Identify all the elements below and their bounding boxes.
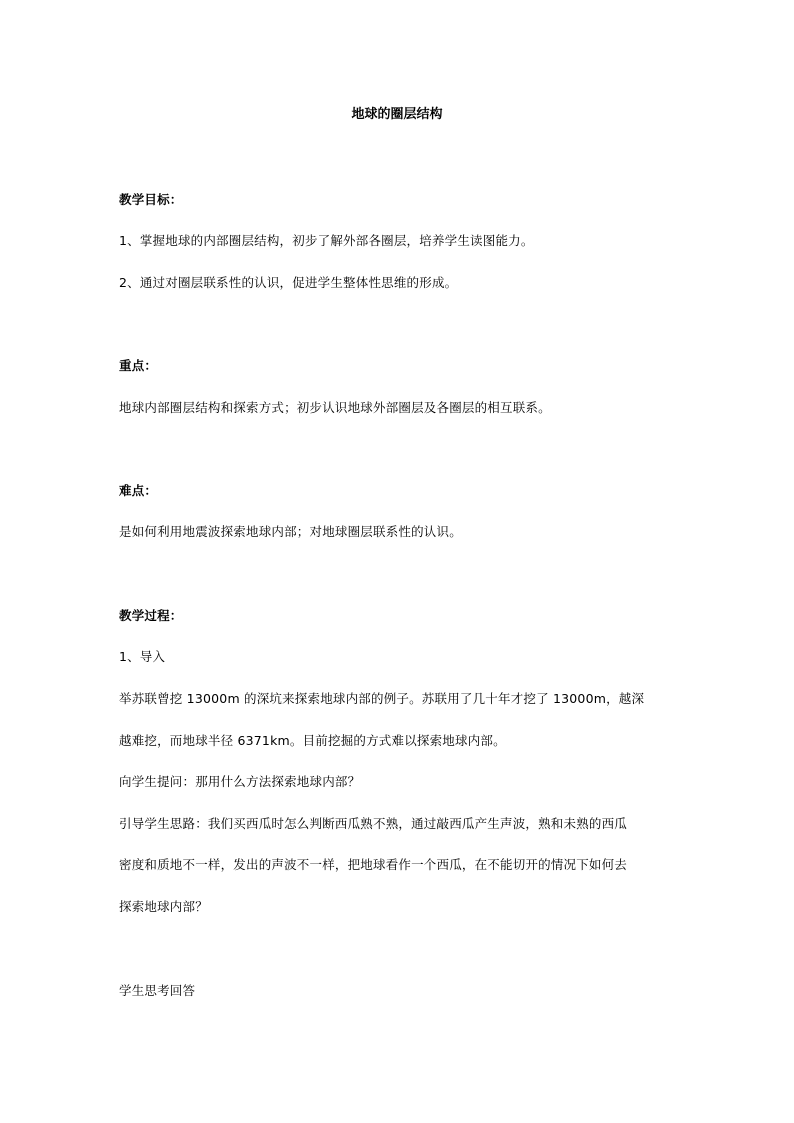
- process-paragraph-1-line-2: 越难挖，而地球半径 6371km。目前挖掘的方式难以探索地球内部。: [119, 733, 506, 748]
- process-heading: 教学过程：: [119, 608, 183, 623]
- difficulties-text: 是如何利用地震波探索地球内部；对地球圈层联系性的认识。: [119, 524, 462, 539]
- process-step-1: 1、导入: [119, 649, 166, 664]
- process-paragraph-2-line-3: 探索地球内部？: [119, 899, 208, 914]
- objective-item-2: 2、通过对圈层联系性的认识，促进学生整体性思维的形成。: [119, 275, 458, 290]
- key-points-text: 地球内部圈层结构和探索方式；初步认识地球外部圈层及各圈层的相互联系。: [119, 400, 551, 415]
- objectives-heading: 教学目标：: [119, 192, 183, 207]
- key-points-heading: 重点：: [119, 358, 158, 373]
- process-question: 向学生提问：那用什么方法探索地球内部？: [119, 774, 361, 789]
- student-answer-note: 学生思考回答: [119, 983, 196, 998]
- document-title: 地球的圈层结构: [351, 107, 443, 122]
- process-paragraph-2-line-2: 密度和质地不一样，发出的声波不一样，把地球看作一个西瓜，在不能切开的情况下如何去: [119, 857, 628, 872]
- difficulties-heading: 难点：: [119, 483, 158, 498]
- process-paragraph-1-line-1: 举苏联曾挖 13000m 的深坑来探索地球内部的例子。苏联用了几十年才挖了 13000m，越深: [119, 691, 645, 706]
- process-paragraph-2-line-1: 引导学生思路：我们买西瓜时怎么判断西瓜熟不熟，通过敲西瓜产生声波，熟和未熟的西瓜: [119, 816, 628, 831]
- objective-item-1: 1、掌握地球的内部圈层结构，初步了解外部各圈层，培养学生读图能力。: [119, 233, 534, 248]
